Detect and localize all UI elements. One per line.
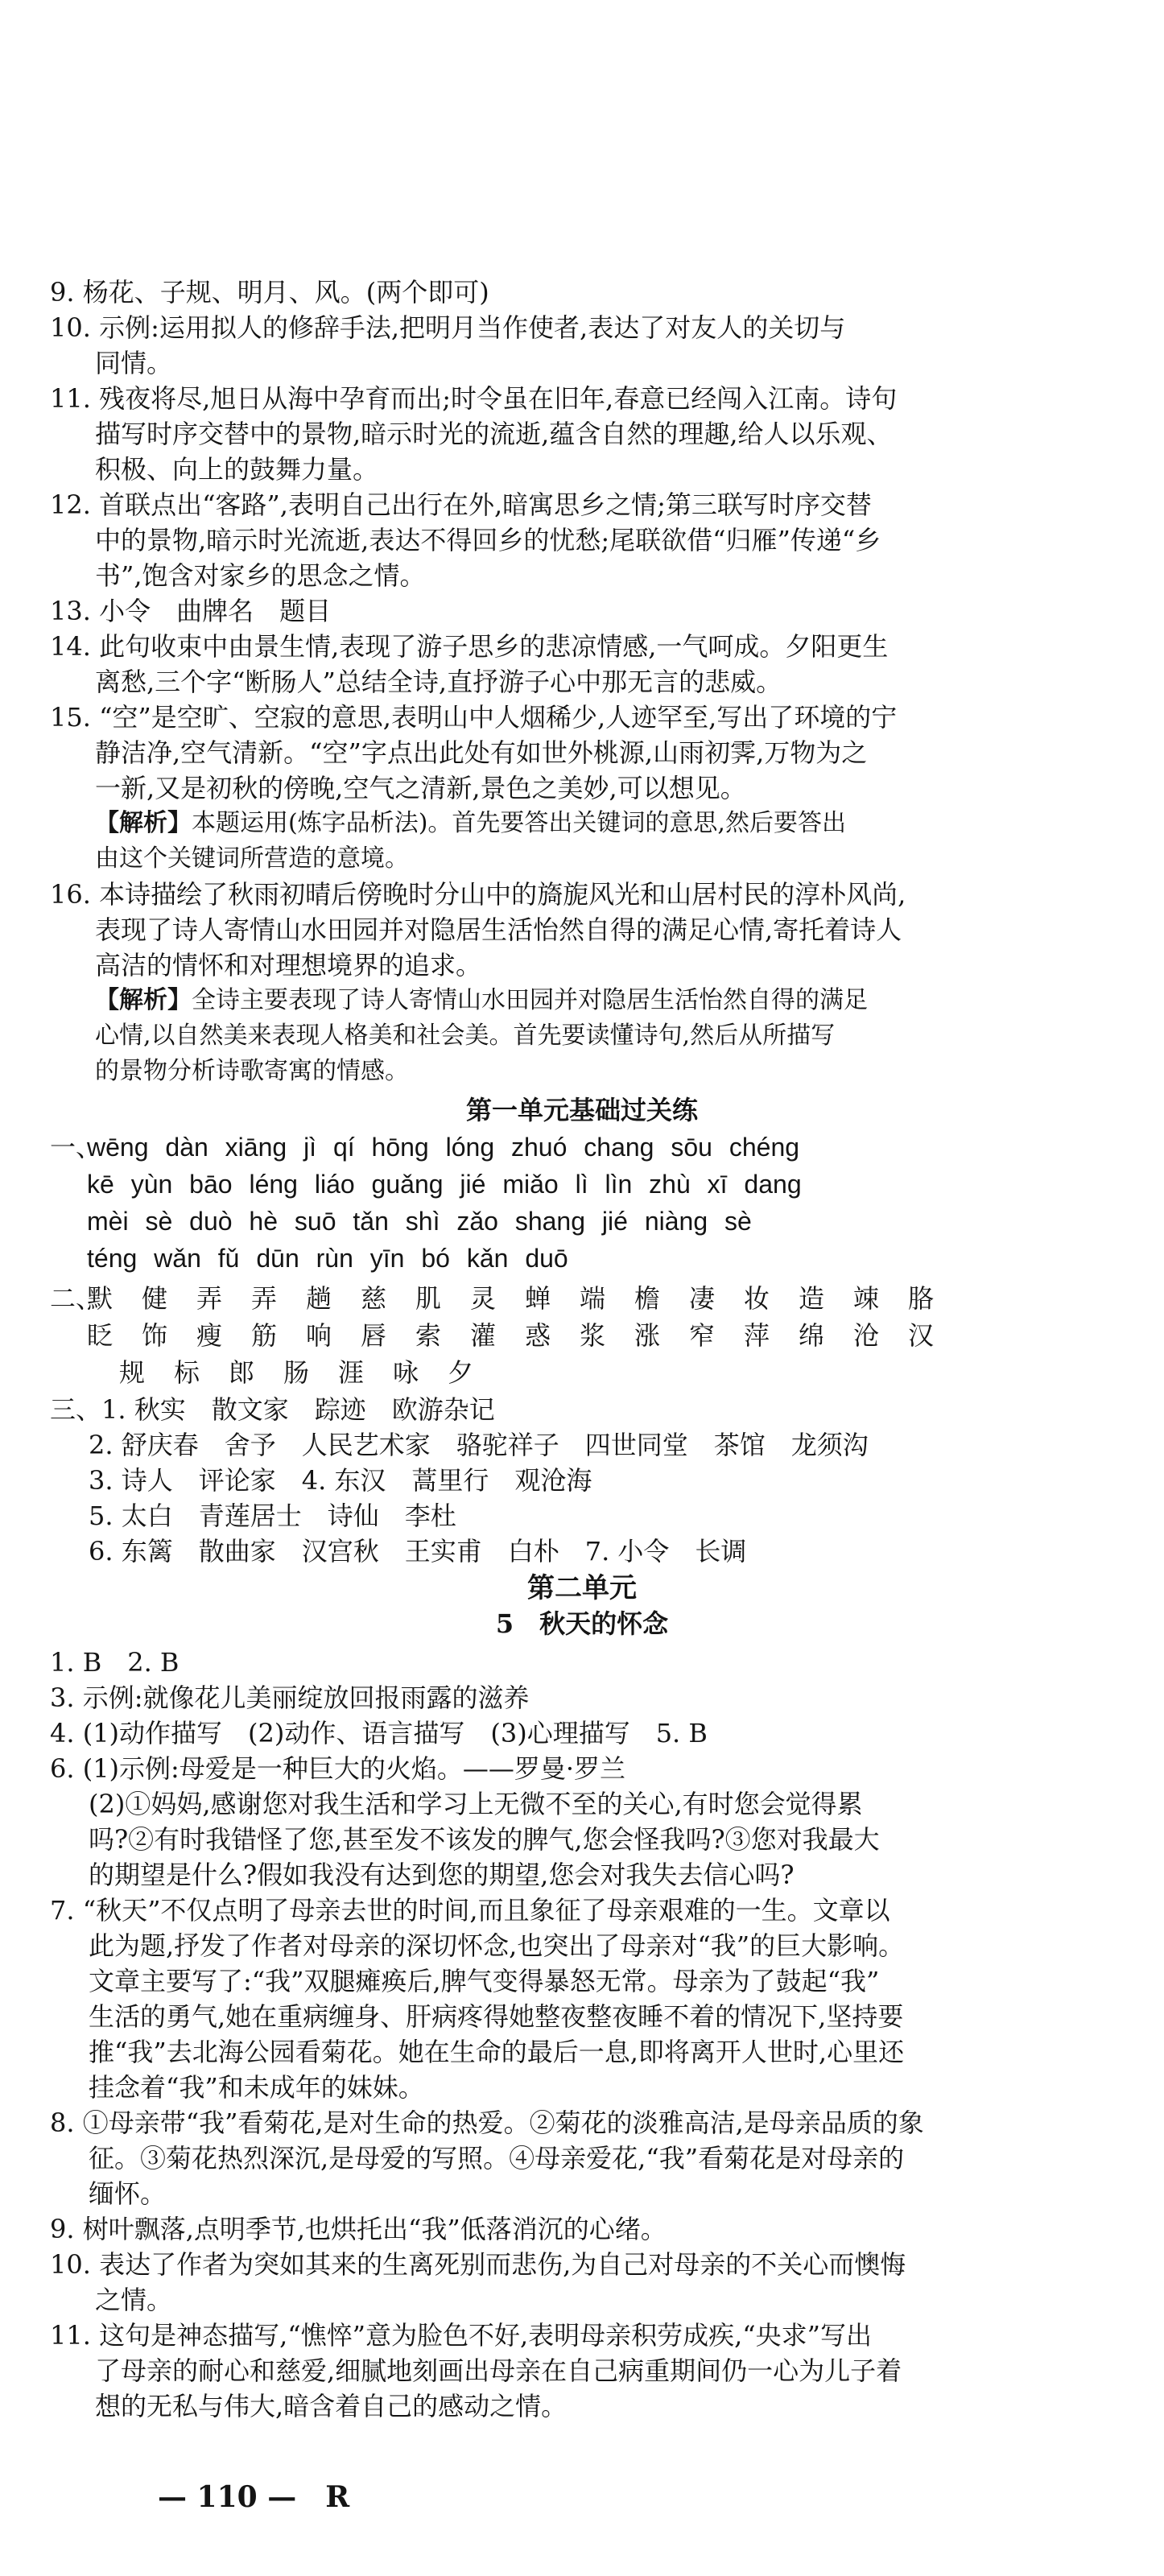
part3-line: 3. 诗人 评论家 4. 东汉 蒿里行 观沧海 [89,1465,592,1496]
unit-title: 第二单元 [527,1572,637,1604]
answer-15-line2: 静洁净,空气清新。“空”字点出此处有如世外桃源,山雨初霁,万物为之 [95,737,868,768]
answer-11b-line2: 了母亲的耐心和慈爱,细腻地刻画出母亲在自己病重期间仍一心为儿子着 [95,2355,902,2386]
answer-10-line1: 10. 示例:运用拟人的修辞手法,把明月当作使者,表达了对友人的关切与 [50,312,846,343]
analysis-tag: 【解析】 [95,986,192,1014]
answer-16-line3: 高洁的情怀和对理想境界的追求。 [95,950,482,980]
answer-9b: 9. 树叶飘落,点明季节,也烘托出“我”低落消沉的心绪。 [50,2214,667,2244]
answer-10b-line1: 10. 表达了作者为突如其来的生离死别而悲伤,为自己对母亲的不关心而懊悔 [50,2249,906,2280]
answer-7-line1: 7. “秋天”不仅点明了母亲去世的时间,而且象征了母亲艰难的一生。文章以 [50,1895,890,1926]
answer-7-line4: 生活的勇气,她在重病缠身、肝病疼得她整夜整夜睡不着的情况下,坚持要 [89,2001,904,2032]
answer-11-line1: 11. 残夜将尽,旭日从海中孕育而出;时令虽在旧年,春意已经闯入江南。诗句 [50,383,898,414]
char-row: 规 标 郎 肠 涯 咏 夕 [119,1357,476,1388]
answer-10b-line2: 之情。 [95,2285,173,2315]
answer-6-2-line2: 吗?②有时我错怪了您,甚至发不该发的脾气,您会怪我吗?③您对我最大 [89,1824,880,1855]
answer-10-line2: 同情。 [95,348,173,378]
answer-16-analysis-line1 [95,984,868,1018]
answer-7-line6: 挂念着“我”和未成年的妹妹。 [89,2072,424,2103]
answer-7-line3: 文章主要写了:“我”双腿瘫痪后,脾气变得暴怒无常。母亲为了鼓起“我” [89,1966,880,1996]
pinyin-row: wēng dàn xiāng jì qí hōng lóng zhuó chang sōu chéng [87,1133,800,1162]
answer-12-line2: 中的景物,暗示时光流逝,表达不得回乡的忧愁;尾联欲借“归雁”传递“乡 [95,525,881,555]
analysis-tag: 【解析】 [95,809,192,837]
answer-1-2: 1. B 2. B [50,1647,180,1678]
pinyin-row: mèi sè duò hè suō tǎn shì zǎo shang jié niàng sè [87,1207,752,1236]
part3-line: 2. 舒庆春 舍予 人民艺术家 骆驼祥子 四世同堂 茶馆 龙须沟 [89,1430,869,1460]
answer-8-line1: 8. ①母亲带“我”看菊花,是对生命的热爱。②菊花的淡雅高洁,是母亲品质的象 [50,2107,924,2138]
answer-14-line1: 14. 此句收束中由景生情,表现了游子思乡的悲凉情感,一气呵成。夕阳更生 [50,631,889,662]
analysis-text: 全诗主要表现了诗人寄情山水田园并对隐居生活怡然自得的满足 [192,986,868,1014]
char-row: 眨 饰 瘦 筋 响 唇 索 灌 惑 浆 涨 窄 萍 绵 沧 汉 [87,1320,936,1351]
answer-11b-line1: 11. 这句是神态描写,“憔悴”意为脸色不好,表明母亲积劳成疾,“央求”写出 [50,2320,873,2351]
answer-16-line2: 表现了诗人寄情山水田园并对隐居生活怡然自得的满足心情,寄托着诗人 [95,914,902,945]
answer-14-line2: 离愁,三个字“断肠人”总结全诗,直抒游子心中那无言的悲威。 [95,667,782,697]
answer-7-line5: 推“我”去北海公园看菊花。她在生命的最后一息,即将离开人世时,心里还 [89,2037,905,2067]
lesson-title: 5 秋天的怀念 [495,1608,669,1639]
part1-label: 一、 [50,1132,102,1162]
part3-line: 5. 太白 青莲居士 诗仙 李杜 [89,1501,456,1531]
answer-6-2-line1: (2)①妈妈,感谢您对我生活和学习上无微不至的关心,有时您会觉得累 [89,1789,863,1819]
part3-line: 三、1. 秋实 散文家 踪迹 欧游杂记 [50,1394,495,1425]
page-number: — 110 — R [158,2480,350,2514]
answer-16-analysis-line2: 心情,以自然美来表现人格美和社会美。首先要读懂诗句,然后从所描写 [95,1022,836,1050]
answer-15-analysis-line1 [95,807,846,840]
answer-6-2-line3: 的期望是什么?假如我没有达到您的期望,您会对我失去信心吗? [89,1860,795,1890]
answer-12-line1: 12. 首联点出“客路”,表明自己出行在外,暗寓思乡之情;第三联写时序交替 [50,489,872,520]
answer-8-line3: 缅怀。 [89,2178,167,2209]
answer-4-5: 4. (1)动作描写 (2)动作、语言描写 (3)心理描写 5. B [50,1718,708,1748]
answer-16-analysis-line3: 的景物分析诗歌寄寓的情感。 [95,1057,409,1085]
answer-3: 3. 示例:就像花儿美丽绽放回报雨露的滋养 [50,1682,530,1713]
char-row: 默 健 弄 弄 趟 慈 肌 灵 蝉 端 檐 凄 妆 造 竦 胳 [87,1283,936,1314]
answer-8-line2: 征。③菊花热烈深沉,是母爱的写照。④母亲爱花,“我”看菊花是对母亲的 [89,2143,905,2174]
answer-11-line3: 积极、向上的鼓舞力量。 [95,454,379,485]
answer-7-line2: 此为题,抒发了作者对母亲的深切怀念,也突出了母亲对“我”的巨大影响。 [89,1930,905,1961]
pinyin-row: téng wǎn fǔ dūn rùn yīn bó kǎn duō [87,1244,568,1273]
pinyin-row: kē yùn bāo léng liáo guǎng jié miǎo lì lìn zhù xī dang [87,1170,802,1199]
answer-12-line3: 书”,饱含对家乡的思念之情。 [95,560,426,591]
answer-11b-line3: 想的无私与伟大,暗含着自己的感动之情。 [95,2391,568,2421]
answer-6-1: 6. (1)示例:母爱是一种巨大的火焰。——罗曼·罗兰 [50,1753,625,1784]
answer-15-analysis-line2: 由这个关键词所营造的意境。 [95,844,409,873]
answer-16-line1: 16. 本诗描绘了秋雨初晴后傍晚时分山中的旖旎风光和山居村民的淳朴风尚, [50,879,906,910]
answer-9: 9. 杨花、子规、明月、风。(两个即可) [50,277,489,308]
part2-label: 二、 [50,1283,102,1314]
part3-line: 6. 东篱 散曲家 汉宫秋 王实甫 白朴 7. 小令 长调 [89,1536,747,1567]
answer-15-line3: 一新,又是初秋的傍晚,空气之清新,景色之美妙,可以想见。 [95,773,746,803]
answer-15-line1: 15. “空”是空旷、空寂的意思,表明山中人烟稀少,人迹罕至,写出了环境的宁 [50,702,898,733]
section-title: 第一单元基础过关练 [465,1095,698,1125]
analysis-text: 本题运用(炼字品析法)。首先要答出关键词的意思,然后要答出 [192,809,846,837]
answer-13: 13. 小令 曲牌名 题目 [50,596,332,626]
answer-11-line2: 描写时序交替中的景物,暗示时光的流逝,蕴含自然的理趣,给人以乐观、 [95,419,893,449]
